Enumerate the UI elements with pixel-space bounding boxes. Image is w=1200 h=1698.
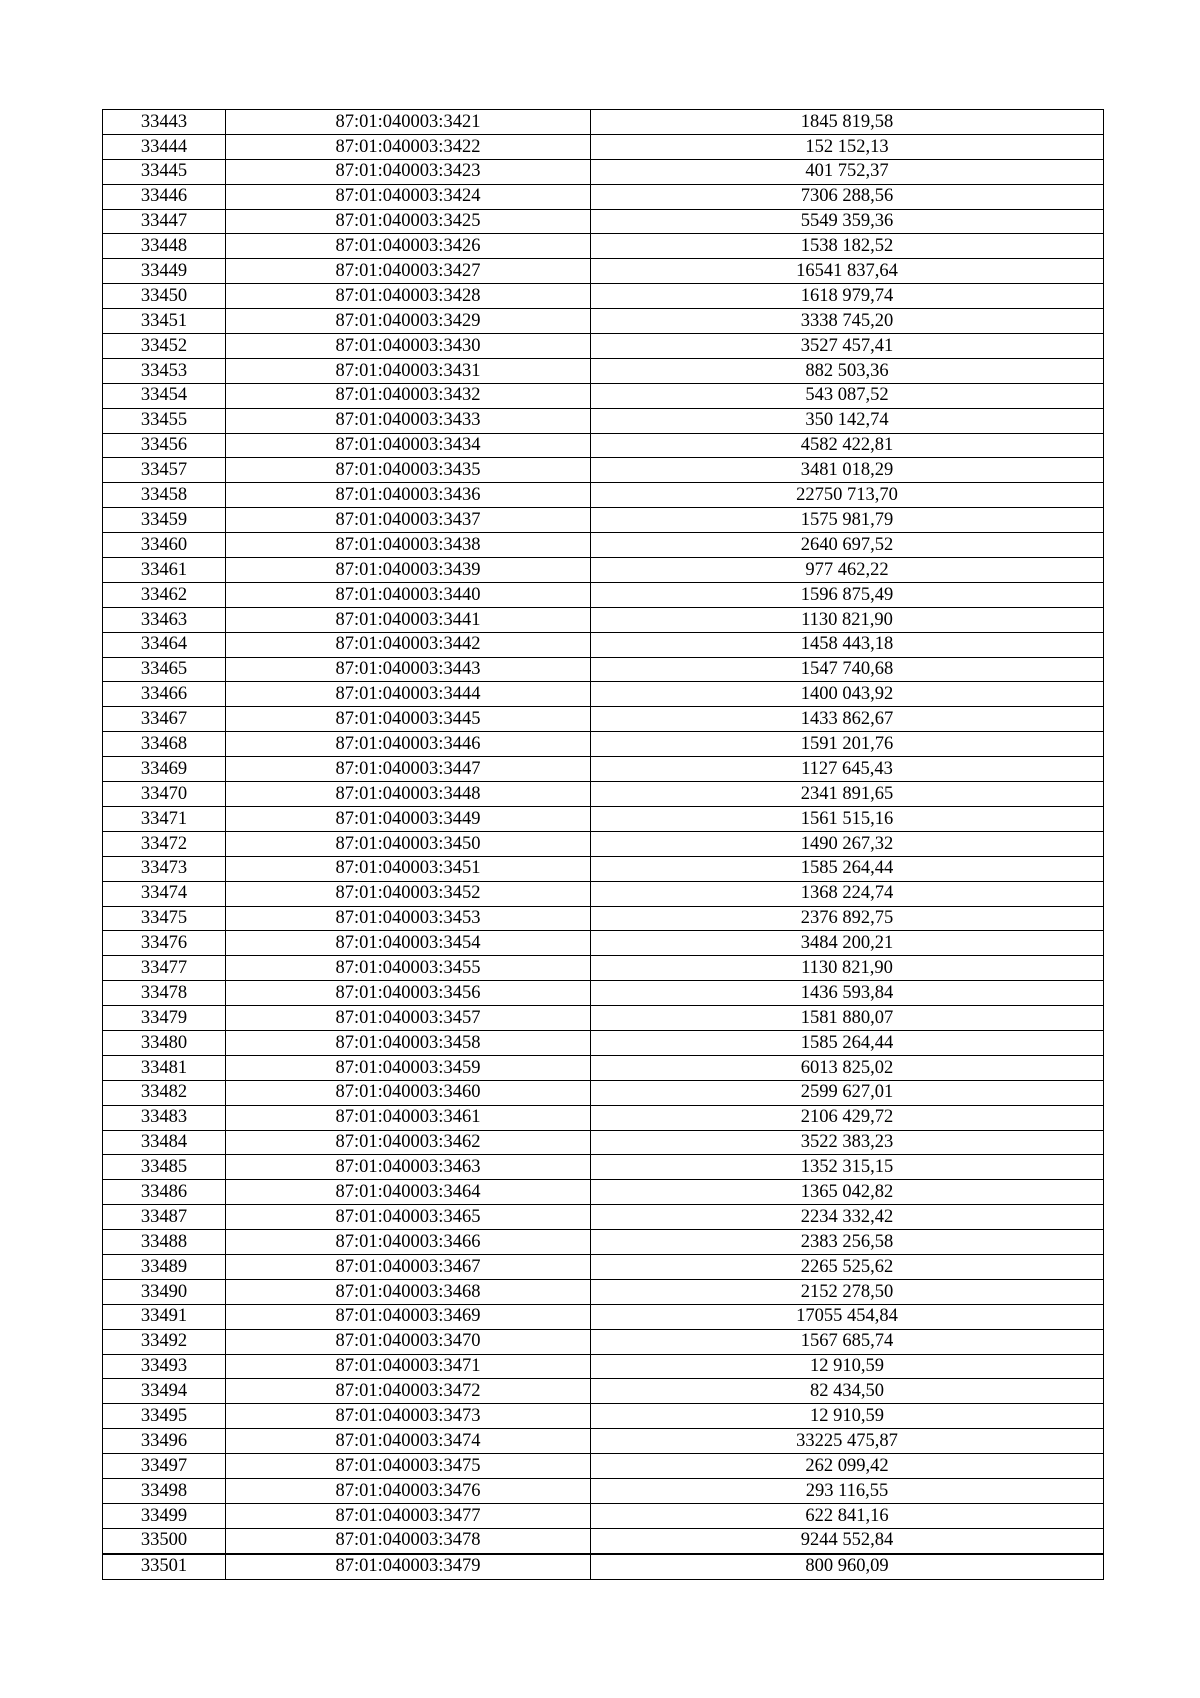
row-number-cell: 33458 xyxy=(103,483,226,508)
row-number-cell: 33443 xyxy=(103,110,226,135)
value-cell: 800 960,09 xyxy=(591,1554,1104,1579)
value-cell: 1585 264,44 xyxy=(591,1030,1104,1055)
table-row xyxy=(103,184,1104,209)
cadastral-number-cell: 87:01:040003:3469 xyxy=(226,1304,591,1329)
table-row xyxy=(103,1254,1104,1279)
row-number-cell: 33491 xyxy=(103,1304,226,1329)
cadastral-number-cell: 87:01:040003:3467 xyxy=(226,1254,591,1279)
table-row xyxy=(103,1155,1104,1180)
cadastral-number-cell: 87:01:040003:3435 xyxy=(226,458,591,483)
cadastral-number-cell: 87:01:040003:3459 xyxy=(226,1055,591,1080)
cadastral-number-cell: 87:01:040003:3437 xyxy=(226,508,591,533)
row-number-cell: 33459 xyxy=(103,508,226,533)
cadastral-number-cell: 87:01:040003:3421 xyxy=(226,110,591,135)
table-row xyxy=(103,458,1104,483)
cadastral-number-cell: 87:01:040003:3460 xyxy=(226,1080,591,1105)
table-row xyxy=(103,1554,1104,1579)
cadastral-number-cell: 87:01:040003:3449 xyxy=(226,806,591,831)
cadastral-number-cell: 87:01:040003:3445 xyxy=(226,707,591,732)
table-row xyxy=(103,508,1104,533)
value-cell: 9244 552,84 xyxy=(591,1528,1104,1553)
table-row xyxy=(103,1230,1104,1255)
row-number-cell: 33466 xyxy=(103,682,226,707)
row-number-cell: 33449 xyxy=(103,259,226,284)
value-cell: 401 752,37 xyxy=(591,159,1104,184)
table-row xyxy=(103,408,1104,433)
value-cell: 1618 979,74 xyxy=(591,284,1104,309)
table-row xyxy=(103,383,1104,408)
cadastral-number-cell: 87:01:040003:3452 xyxy=(226,881,591,906)
value-cell: 2341 891,65 xyxy=(591,782,1104,807)
table-row xyxy=(103,134,1104,159)
value-cell: 1567 685,74 xyxy=(591,1329,1104,1354)
value-cell: 2106 429,72 xyxy=(591,1105,1104,1130)
table-row xyxy=(103,209,1104,234)
row-number-cell: 33493 xyxy=(103,1354,226,1379)
value-cell: 1368 224,74 xyxy=(591,881,1104,906)
row-number-cell: 33452 xyxy=(103,334,226,359)
table-row xyxy=(103,981,1104,1006)
row-number-cell: 33461 xyxy=(103,558,226,583)
value-cell: 2234 332,42 xyxy=(591,1205,1104,1230)
table-row xyxy=(103,1478,1104,1503)
value-cell: 12 910,59 xyxy=(591,1354,1104,1379)
value-cell: 2599 627,01 xyxy=(591,1080,1104,1105)
table-row xyxy=(103,707,1104,732)
table-row xyxy=(103,1055,1104,1080)
value-cell: 1436 593,84 xyxy=(591,981,1104,1006)
table-row xyxy=(103,1080,1104,1105)
cadastral-number-cell: 87:01:040003:3462 xyxy=(226,1130,591,1155)
cadastral-number-cell: 87:01:040003:3473 xyxy=(226,1404,591,1429)
table-row xyxy=(103,234,1104,259)
table-row xyxy=(103,159,1104,184)
value-cell: 262 099,42 xyxy=(591,1454,1104,1479)
table-row xyxy=(103,284,1104,309)
row-number-cell: 33482 xyxy=(103,1080,226,1105)
value-cell: 33225 475,87 xyxy=(591,1429,1104,1454)
cadastral-number-cell: 87:01:040003:3425 xyxy=(226,209,591,234)
table-row xyxy=(103,732,1104,757)
row-number-cell: 33484 xyxy=(103,1130,226,1155)
cadastral-number-cell: 87:01:040003:3474 xyxy=(226,1429,591,1454)
row-number-cell: 33498 xyxy=(103,1478,226,1503)
value-cell: 1538 182,52 xyxy=(591,234,1104,259)
cadastral-number-cell: 87:01:040003:3443 xyxy=(226,657,591,682)
value-cell: 1458 443,18 xyxy=(591,632,1104,657)
value-cell: 3338 745,20 xyxy=(591,309,1104,334)
row-number-cell: 33467 xyxy=(103,707,226,732)
row-number-cell: 33501 xyxy=(103,1554,226,1579)
table-row xyxy=(103,607,1104,632)
row-number-cell: 33473 xyxy=(103,856,226,881)
row-number-cell: 33470 xyxy=(103,782,226,807)
row-number-cell: 33471 xyxy=(103,806,226,831)
value-cell: 1845 819,58 xyxy=(591,110,1104,135)
value-cell: 12 910,59 xyxy=(591,1404,1104,1429)
table-row xyxy=(103,1503,1104,1528)
value-cell: 152 152,13 xyxy=(591,134,1104,159)
cadastral-number-cell: 87:01:040003:3475 xyxy=(226,1454,591,1479)
table-row xyxy=(103,856,1104,881)
row-number-cell: 33480 xyxy=(103,1030,226,1055)
value-cell: 17055 454,84 xyxy=(591,1304,1104,1329)
row-number-cell: 33475 xyxy=(103,906,226,931)
table-row xyxy=(103,881,1104,906)
row-number-cell: 33455 xyxy=(103,408,226,433)
row-number-cell: 33496 xyxy=(103,1429,226,1454)
value-cell: 3522 383,23 xyxy=(591,1130,1104,1155)
cadastral-number-cell: 87:01:040003:3466 xyxy=(226,1230,591,1255)
row-number-cell: 33492 xyxy=(103,1329,226,1354)
table-row xyxy=(103,259,1104,284)
cadastral-number-cell: 87:01:040003:3468 xyxy=(226,1279,591,1304)
table-row xyxy=(103,806,1104,831)
row-number-cell: 33479 xyxy=(103,1006,226,1031)
value-cell: 350 142,74 xyxy=(591,408,1104,433)
value-cell: 2152 278,50 xyxy=(591,1279,1104,1304)
row-number-cell: 33499 xyxy=(103,1503,226,1528)
row-number-cell: 33465 xyxy=(103,657,226,682)
cadastral-number-cell: 87:01:040003:3442 xyxy=(226,632,591,657)
row-number-cell: 33450 xyxy=(103,284,226,309)
value-cell: 3484 200,21 xyxy=(591,931,1104,956)
cadastral-number-cell: 87:01:040003:3429 xyxy=(226,309,591,334)
table-row xyxy=(103,1379,1104,1404)
row-number-cell: 33469 xyxy=(103,757,226,782)
cadastral-number-cell: 87:01:040003:3444 xyxy=(226,682,591,707)
value-cell: 293 116,55 xyxy=(591,1478,1104,1503)
table-row xyxy=(103,682,1104,707)
cadastral-value-table xyxy=(102,109,1104,1580)
table-row xyxy=(103,433,1104,458)
value-cell: 7306 288,56 xyxy=(591,184,1104,209)
cadastral-number-cell: 87:01:040003:3439 xyxy=(226,558,591,583)
value-cell: 622 841,16 xyxy=(591,1503,1104,1528)
row-number-cell: 33490 xyxy=(103,1279,226,1304)
cadastral-number-cell: 87:01:040003:3461 xyxy=(226,1105,591,1130)
cadastral-number-cell: 87:01:040003:3427 xyxy=(226,259,591,284)
table-row xyxy=(103,1205,1104,1230)
value-cell: 1130 821,90 xyxy=(591,956,1104,981)
cadastral-number-cell: 87:01:040003:3465 xyxy=(226,1205,591,1230)
cadastral-number-cell: 87:01:040003:3476 xyxy=(226,1478,591,1503)
row-number-cell: 33472 xyxy=(103,831,226,856)
table-row xyxy=(103,582,1104,607)
value-cell: 82 434,50 xyxy=(591,1379,1104,1404)
value-cell: 6013 825,02 xyxy=(591,1055,1104,1080)
row-number-cell: 33446 xyxy=(103,184,226,209)
cadastral-number-cell: 87:01:040003:3457 xyxy=(226,1006,591,1031)
table-body xyxy=(103,110,1104,1580)
row-number-cell: 33463 xyxy=(103,607,226,632)
value-cell: 2265 525,62 xyxy=(591,1254,1104,1279)
table-row xyxy=(103,657,1104,682)
cadastral-number-cell: 87:01:040003:3470 xyxy=(226,1329,591,1354)
table-row xyxy=(103,558,1104,583)
row-number-cell: 33500 xyxy=(103,1528,226,1553)
cadastral-number-cell: 87:01:040003:3447 xyxy=(226,757,591,782)
cadastral-number-cell: 87:01:040003:3430 xyxy=(226,334,591,359)
row-number-cell: 33451 xyxy=(103,309,226,334)
table-row xyxy=(103,1304,1104,1329)
row-number-cell: 33487 xyxy=(103,1205,226,1230)
table-row xyxy=(103,1105,1104,1130)
cadastral-number-cell: 87:01:040003:3455 xyxy=(226,956,591,981)
value-cell: 1561 515,16 xyxy=(591,806,1104,831)
cadastral-number-cell: 87:01:040003:3432 xyxy=(226,383,591,408)
cadastral-number-cell: 87:01:040003:3436 xyxy=(226,483,591,508)
cadastral-number-cell: 87:01:040003:3453 xyxy=(226,906,591,931)
cadastral-number-cell: 87:01:040003:3450 xyxy=(226,831,591,856)
row-number-cell: 33448 xyxy=(103,234,226,259)
row-number-cell: 33476 xyxy=(103,931,226,956)
value-cell: 1490 267,32 xyxy=(591,831,1104,856)
row-number-cell: 33489 xyxy=(103,1254,226,1279)
value-cell: 2383 256,58 xyxy=(591,1230,1104,1255)
cadastral-number-cell: 87:01:040003:3438 xyxy=(226,533,591,558)
table-row xyxy=(103,334,1104,359)
value-cell: 1433 862,67 xyxy=(591,707,1104,732)
cadastral-number-cell: 87:01:040003:3423 xyxy=(226,159,591,184)
row-number-cell: 33485 xyxy=(103,1155,226,1180)
table-row xyxy=(103,1006,1104,1031)
table-row xyxy=(103,906,1104,931)
table-row xyxy=(103,632,1104,657)
cadastral-number-cell: 87:01:040003:3458 xyxy=(226,1030,591,1055)
row-number-cell: 33486 xyxy=(103,1180,226,1205)
table-row xyxy=(103,483,1104,508)
row-number-cell: 33445 xyxy=(103,159,226,184)
cadastral-number-cell: 87:01:040003:3477 xyxy=(226,1503,591,1528)
table-row xyxy=(103,831,1104,856)
cadastral-number-cell: 87:01:040003:3446 xyxy=(226,732,591,757)
value-cell: 4582 422,81 xyxy=(591,433,1104,458)
table-row xyxy=(103,1528,1104,1553)
table-row xyxy=(103,1030,1104,1055)
cadastral-number-cell: 87:01:040003:3428 xyxy=(226,284,591,309)
table-row xyxy=(103,1130,1104,1155)
cadastral-number-cell: 87:01:040003:3426 xyxy=(226,234,591,259)
row-number-cell: 33474 xyxy=(103,881,226,906)
value-cell: 977 462,22 xyxy=(591,558,1104,583)
row-number-cell: 33481 xyxy=(103,1055,226,1080)
table-row xyxy=(103,1454,1104,1479)
table-row xyxy=(103,956,1104,981)
value-cell: 5549 359,36 xyxy=(591,209,1104,234)
table-row xyxy=(103,1180,1104,1205)
table-row xyxy=(103,110,1104,135)
table-row xyxy=(103,1354,1104,1379)
cadastral-number-cell: 87:01:040003:3422 xyxy=(226,134,591,159)
row-number-cell: 33468 xyxy=(103,732,226,757)
cadastral-number-cell: 87:01:040003:3434 xyxy=(226,433,591,458)
row-number-cell: 33457 xyxy=(103,458,226,483)
row-number-cell: 33453 xyxy=(103,358,226,383)
cadastral-number-cell: 87:01:040003:3472 xyxy=(226,1379,591,1404)
table-row xyxy=(103,358,1104,383)
value-cell: 1596 875,49 xyxy=(591,582,1104,607)
table-row xyxy=(103,533,1104,558)
value-cell: 1130 821,90 xyxy=(591,607,1104,632)
table-row xyxy=(103,931,1104,956)
cadastral-number-cell: 87:01:040003:3463 xyxy=(226,1155,591,1180)
cadastral-number-cell: 87:01:040003:3478 xyxy=(226,1528,591,1553)
value-cell: 1365 042,82 xyxy=(591,1180,1104,1205)
value-cell: 1581 880,07 xyxy=(591,1006,1104,1031)
value-cell: 1127 645,43 xyxy=(591,757,1104,782)
value-cell: 882 503,36 xyxy=(591,358,1104,383)
row-number-cell: 33447 xyxy=(103,209,226,234)
table-row xyxy=(103,757,1104,782)
table-row xyxy=(103,1429,1104,1454)
value-cell: 2640 697,52 xyxy=(591,533,1104,558)
table-row xyxy=(103,782,1104,807)
value-cell: 1585 264,44 xyxy=(591,856,1104,881)
cadastral-number-cell: 87:01:040003:3431 xyxy=(226,358,591,383)
value-cell: 3481 018,29 xyxy=(591,458,1104,483)
cadastral-number-cell: 87:01:040003:3464 xyxy=(226,1180,591,1205)
row-number-cell: 33494 xyxy=(103,1379,226,1404)
row-number-cell: 33444 xyxy=(103,134,226,159)
row-number-cell: 33460 xyxy=(103,533,226,558)
value-cell: 3527 457,41 xyxy=(591,334,1104,359)
row-number-cell: 33483 xyxy=(103,1105,226,1130)
value-cell: 1591 201,76 xyxy=(591,732,1104,757)
row-number-cell: 33456 xyxy=(103,433,226,458)
value-cell: 1352 315,15 xyxy=(591,1155,1104,1180)
row-number-cell: 33464 xyxy=(103,632,226,657)
value-cell: 2376 892,75 xyxy=(591,906,1104,931)
cadastral-number-cell: 87:01:040003:3456 xyxy=(226,981,591,1006)
value-cell: 22750 713,70 xyxy=(591,483,1104,508)
value-cell: 16541 837,64 xyxy=(591,259,1104,284)
cadastral-number-cell: 87:01:040003:3441 xyxy=(226,607,591,632)
cadastral-number-cell: 87:01:040003:3479 xyxy=(226,1554,591,1579)
row-number-cell: 33497 xyxy=(103,1454,226,1479)
row-number-cell: 33478 xyxy=(103,981,226,1006)
cadastral-number-cell: 87:01:040003:3440 xyxy=(226,582,591,607)
cadastral-number-cell: 87:01:040003:3424 xyxy=(226,184,591,209)
table-row xyxy=(103,1404,1104,1429)
value-cell: 1400 043,92 xyxy=(591,682,1104,707)
value-cell: 1575 981,79 xyxy=(591,508,1104,533)
cadastral-number-cell: 87:01:040003:3471 xyxy=(226,1354,591,1379)
table-row xyxy=(103,1329,1104,1354)
cadastral-number-cell: 87:01:040003:3433 xyxy=(226,408,591,433)
table-row xyxy=(103,1279,1104,1304)
row-number-cell: 33462 xyxy=(103,582,226,607)
value-cell: 1547 740,68 xyxy=(591,657,1104,682)
cadastral-number-cell: 87:01:040003:3454 xyxy=(226,931,591,956)
row-number-cell: 33495 xyxy=(103,1404,226,1429)
cadastral-number-cell: 87:01:040003:3451 xyxy=(226,856,591,881)
cadastral-number-cell: 87:01:040003:3448 xyxy=(226,782,591,807)
row-number-cell: 33488 xyxy=(103,1230,226,1255)
table-row xyxy=(103,309,1104,334)
row-number-cell: 33454 xyxy=(103,383,226,408)
value-cell: 543 087,52 xyxy=(591,383,1104,408)
row-number-cell: 33477 xyxy=(103,956,226,981)
